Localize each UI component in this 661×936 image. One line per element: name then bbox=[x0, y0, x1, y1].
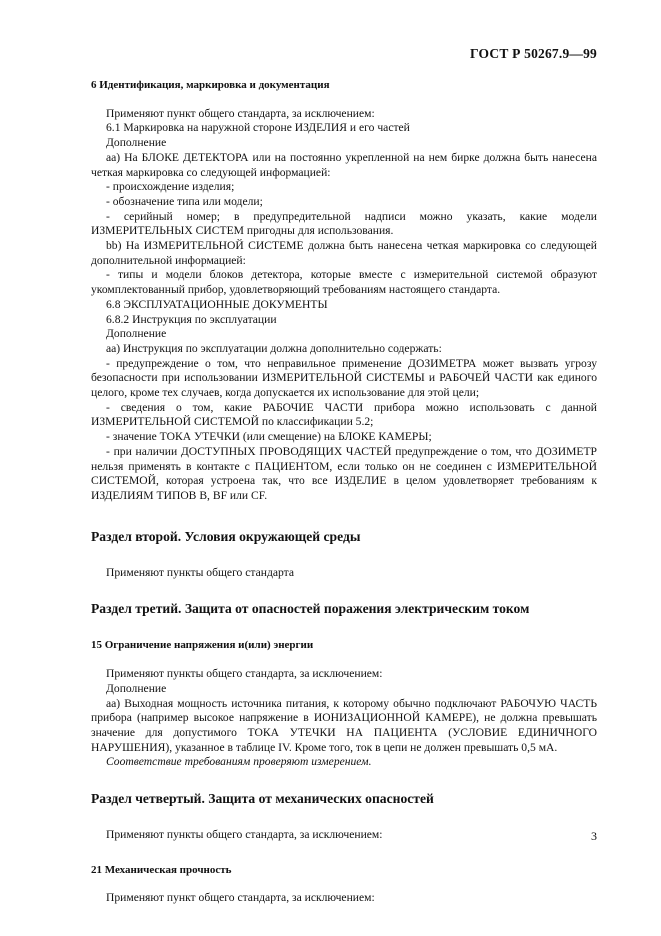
paragraph: аа) Инструкция по эксплуатации должна дополнительно содержать: bbox=[106, 341, 442, 355]
paragraph: Применяют пункт общего стандарта, за исключением: bbox=[106, 106, 375, 120]
paragraph: Применяют пункты общего стандарта, за исключением: bbox=[106, 667, 383, 681]
paragraph: - предупреждение о том, что неправильное применение ДОЗИМЕТРА может вызвать угрозу безопасности при использовании ИЗМЕРИТЕЛЬНОЙ СИСТЕМЫ и РАБОЧЕЙ ЧАСТИ как единого целого, кроме тех случаев, когда допускается их использование для этой цели; bbox=[91, 356, 597, 400]
section-21-title: 21 Механическая прочность bbox=[91, 863, 232, 876]
paragraph: Применяют пункты общего стандарта bbox=[106, 565, 294, 579]
paragraph: Дополнение bbox=[106, 327, 167, 341]
part-3-title: Раздел третий. Защита от опасностей поражения электрическим током bbox=[91, 601, 530, 617]
paragraph: 6.8 ЭКСПЛУАТАЦИОННЫЕ ДОКУМЕНТЫ bbox=[106, 297, 328, 311]
paragraph: - обозначение типа или модели; bbox=[106, 194, 263, 208]
paragraph: Дополнение bbox=[106, 136, 167, 150]
paragraph: - при наличии ДОСТУПНЫХ ПРОВОДЯЩИХ ЧАСТЕЙ предупреждение о том, что ДОЗИМЕТР нельзя применять в контакте с ПАЦИЕНТОМ, если только он не соединен с ИЗМЕРИТЕЛЬНОЙ СИСТЕМОЙ, которая устроена так, что все ИЗДЕЛИЕ в целом удовлетворяет требованиям к ИЗДЕЛИЯМ ТИПОВ В, BF или CF. bbox=[91, 444, 597, 502]
paragraph: Применяют пункт общего стандарта, за исключением: bbox=[106, 891, 375, 905]
part-4-title: Раздел четвертый. Защита от механических опасностей bbox=[91, 791, 434, 807]
paragraph: Применяют пункты общего стандарта, за исключением: bbox=[106, 828, 383, 842]
paragraph: - происхождение изделия; bbox=[106, 180, 235, 194]
paragraph: - значение ТОКА УТЕЧКИ (или смещение) на БЛОКЕ КАМЕРЫ; bbox=[106, 430, 432, 444]
paragraph: 6.8.2 Инструкция по эксплуатации bbox=[106, 312, 277, 326]
paragraph: аа) На БЛОКЕ ДЕТЕКТОРА или на постоянно укрепленной на нем бирке должна быть нанесена четкая маркировка со следующей информацией: bbox=[91, 150, 597, 179]
page-content bbox=[91, 78, 597, 906]
compliance-note: Соответствие требованиям проверяют измерением. bbox=[106, 755, 372, 769]
paragraph: аа) Выходная мощность источника питания, к которому обычно подключают РАБОЧУЮ ЧАСТЬ прибора (например высокое напряжение в ИОНИЗАЦИОННОЙ КАМЕРЕ), не должна превышать значение для допустимого ТОКА УТЕЧКИ НА ПАЦИЕНТА (УСЛОВИЕ ЕДИНИЧНОГО НАРУШЕНИЯ), указанное в таблице IV. Кроме того, ток в цепи не должен превышать 0,5 мА. bbox=[91, 696, 597, 754]
paragraph: - серийный номер; в предупредительной надписи можно указать, какие модели ИЗМЕРИТЕЛЬНЫХ СИСТЕМ пригодны для использования. bbox=[91, 209, 597, 238]
section-6-title: 6 Идентификация, маркировка и документация bbox=[91, 79, 330, 91]
paragraph: 6.1 Маркировка на наружной стороне ИЗДЕЛИЯ и его частей bbox=[106, 121, 410, 135]
paragraph: - типы и модели блоков детектора, которые вместе с измерительной системой образуют укомплектованный прибор, удовлетворяющий требованиям настоящего стандарта. bbox=[91, 268, 597, 297]
paragraph: - сведения о том, какие РАБОЧИЕ ЧАСТИ прибора можно использовать с данной ИЗМЕРИТЕЛЬНОЙ СИСТЕМОЙ по классификации 5.2; bbox=[91, 400, 597, 429]
page-number: 3 bbox=[591, 829, 597, 843]
part-2-title: Раздел второй. Условия окружающей среды bbox=[91, 528, 361, 544]
paragraph: bb) На ИЗМЕРИТЕЛЬНОЙ СИСТЕМЕ должна быть нанесена четкая маркировка со следующей дополнительной информацией: bbox=[91, 239, 597, 267]
document-code: ГОСТ Р 50267.9—99 bbox=[470, 46, 597, 61]
paragraph: Дополнение bbox=[106, 681, 167, 695]
section-15-title: 15 Ограничение напряжения и(или) энергии bbox=[91, 639, 314, 652]
